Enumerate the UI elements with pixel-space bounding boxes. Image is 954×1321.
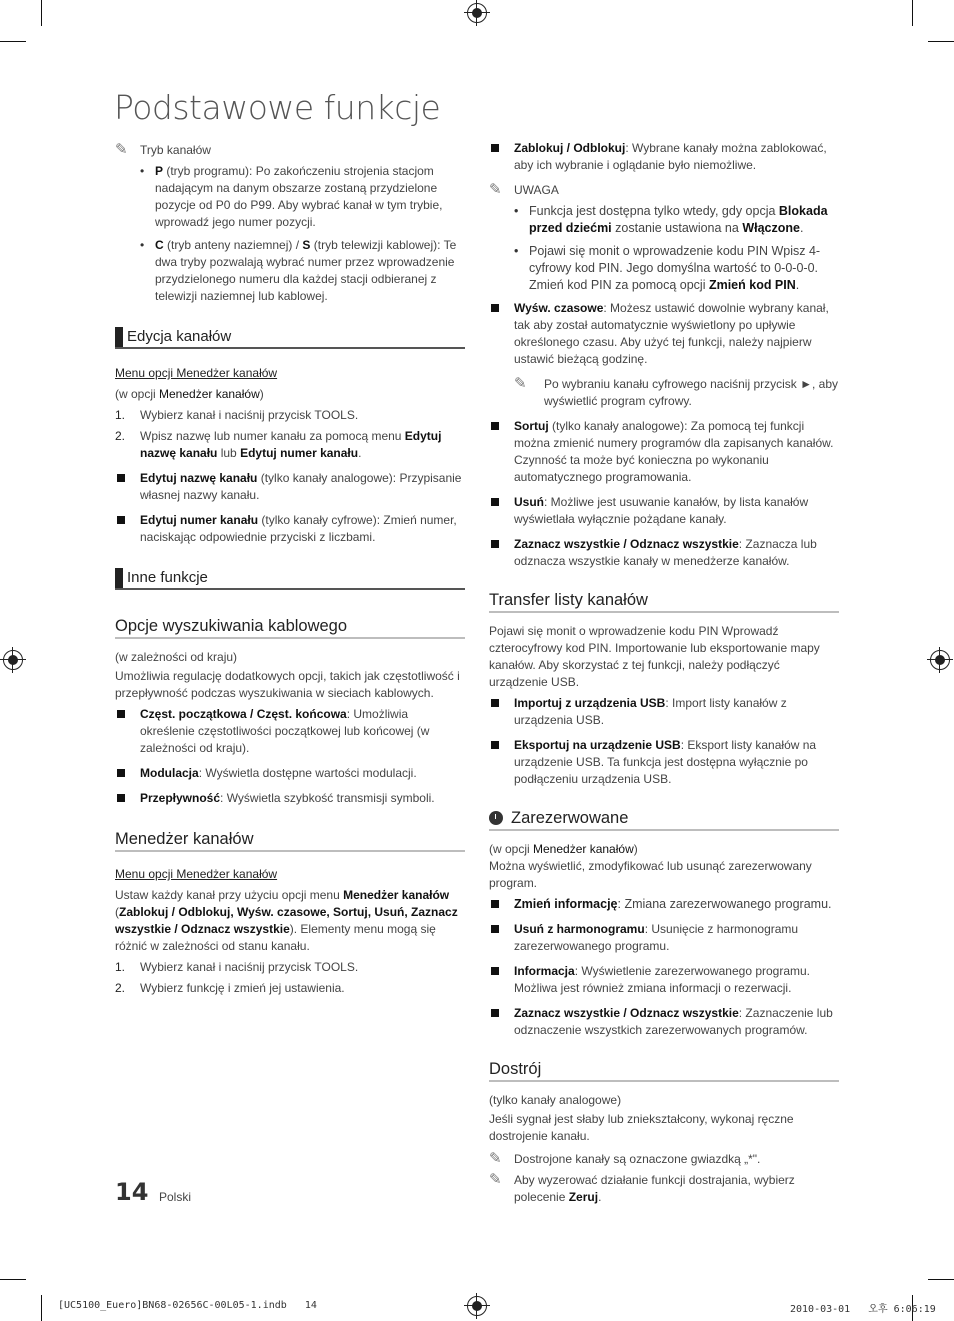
list-item: Importuj z urządzenia USB: Import listy kanałów z urządzenia USB. (489, 695, 839, 729)
section-heading-opcje: Opcje wyszukiwania kablowego (115, 618, 465, 639)
pencil-icon: ✎ (514, 375, 527, 392)
list-item: • Funkcja jest dostępna tylko wtedy, gdy opcja Blokada przed dziećmi zostanie ustawiona na Włączone. (489, 203, 839, 237)
crop-mark (41, 0, 42, 26)
list-item: Zablokuj / Odblokuj: Wybrane kanały można zablokować, aby ich wybranie i oglądanie było niemożliwe. (489, 140, 839, 174)
step-item: 1. Wybierz kanał i naciśnij przycisk TOOLS. (115, 408, 359, 422)
registration-mark-icon (3, 650, 23, 670)
list-item: Zaznacz wszystkie / Odznacz wszystkie: Zaznacza lub odznacza wszystkie kanały w menedżerze kanałów. (489, 536, 839, 570)
section-heading-zarezerwowane: Zarezerwowane (489, 810, 839, 831)
page-number: 14 (115, 1178, 149, 1206)
list-item: Usuń z harmonogramu: Usunięcie z harmonogramu zarezerwowanego programu. (489, 921, 839, 955)
intro-text: Umożliwia regulację dodatkowych opcji, takich jak częstotliwość i przepływność podczas wyszukiwania w sieciach kablowych. (115, 669, 460, 700)
context-text: (tylko kanały analogowe) (489, 1093, 622, 1107)
note-dostroj-1: ✎ Dostrojone kanały są oznaczone gwiazdką „*". (489, 1150, 761, 1167)
list-item: Wyśw. czasowe: Możesz ustawić dowolnie wybrany kanał, tak aby został automatycznie wyświetlony po upływie określonego czasu. Aby użyć tej funkcji, należy najpierw ustawić bieżącą godzinę. (489, 300, 839, 368)
intro-text: Ustaw każdy kanał przy użyciu opcji menu Menedżer kanałów (Zablokuj / Odblokuj, Wyśw. czasowe, Sortuj, Usuń, Zaznacz wszystkie / Odznacz wszystkie). Elementy menu mogą się różnić w zależności od stanu kanału. (115, 888, 458, 953)
left-column (115, 138, 465, 1001)
pencil-icon: ✎ (489, 1150, 502, 1167)
section-heading-transfer: Transfer listy kanałów (489, 592, 839, 613)
menu-path: Menu opcji Menedżer kanałów (115, 366, 278, 380)
intro-text: Jeśli sygnał jest słaby lub zniekształcony, wykonaj ręczne dostrojenie kanału. (489, 1112, 794, 1143)
list-item: • P (tryb programu): Po zakończeniu strojenia stacjom nadającym na danym obszarze zostaną przydzielone pozycje od P0 do P99. Aby wybrać kanał w tym trybie, wprowadź jego numer pozycji. (115, 163, 465, 231)
list-item: Edytuj numer kanału (tylko kanały cyfrowe): Zmień numer, naciskając odpowiednie przyciski z liczbami. (115, 512, 465, 546)
list-item: Informacja: Wyświetlenie zarezerwowanego programu. Możliwa jest również zmiana informacji o rezerwacji. (489, 963, 839, 997)
list-item: Zmień informację: Zmiana zarezerwowanego programu. (489, 896, 839, 913)
intro-text: Pojawi się monit o wprowadzenie kodu PIN Wprowadź czterocyfrowy kod PIN. Importowanie lub eksportowanie mapy kanałów. Aby skorzystać z tej funkcji, należy podłączyć urządzenie USB. (489, 624, 820, 689)
clock-icon (489, 811, 503, 825)
note-uwaga: ✎ UWAGA (489, 181, 559, 198)
intro-text: Można wyświetlić, zmodyfikować lub usunąć zarezerwowany program. (489, 859, 812, 890)
registration-mark-icon (467, 3, 487, 23)
menu-path: Menu opcji Menedżer kanałów (115, 867, 278, 881)
section-heading-inne: Inne funkcje (115, 568, 465, 590)
list-item: • Pojawi się monit o wprowadzenie kodu PIN Wpisz 4-cyfrowy kod PIN. Jego domyślna wartość to 0-0-0-0. Zmień kod PIN za pomocą opcji Zmień kod PIN. (489, 243, 839, 294)
pencil-icon: ✎ (489, 181, 502, 198)
crop-mark (0, 41, 26, 42)
crop-mark (41, 1295, 42, 1321)
step-item: 2. Wpisz nazwę lub numer kanału za pomocą menu Edytuj nazwę kanału lub Edytuj numer kanału. (115, 429, 442, 460)
note-wysw: ✎ Po wybraniu kanału cyfrowego naciśnij przycisk ►, aby wyświetlić program cyfrowy. (514, 375, 839, 408)
list-item: Modulacja: Wyświetla dostępne wartości modulacji. (115, 765, 465, 782)
pencil-icon: ✎ (115, 141, 128, 158)
right-column (489, 138, 839, 1210)
context-text: (w opcji Menedżer kanałów) (115, 387, 264, 401)
note-dostroj-2: ✎ Aby wyzerować działanie funkcji dostrajania, wybierz polecenie Zeruj. (489, 1171, 795, 1204)
section-heading-dostroj: Dostrój (489, 1061, 839, 1082)
section-heading-menedzer: Menedżer kanałów (115, 831, 465, 852)
list-item: Edytuj nazwę kanału (tylko kanały analogowe): Przypisanie własnej nazwy kanału. (115, 470, 465, 504)
page-title: Podstawowe funkcje (114, 88, 441, 127)
list-item: Częst. początkowa / Częst. końcowa: Umożliwia określenie częstotliwości początkowej lub końcowej (w zależności od kraju). (115, 706, 465, 757)
list-item: Usuń: Możliwe jest usuwanie kanałów, by lista kanałów wyświetlała wyłącznie pożądane kanały. (489, 494, 839, 528)
registration-mark-icon (467, 1296, 487, 1316)
step-item: 2. Wybierz funkcję i zmień jej ustawienia. (115, 981, 345, 995)
list-item: • C (tryb anteny naziemnej) / S (tryb telewizji kablowej): Te dwa tryby pozwalają wybrać numer przez wprowadzenie przydzielonego numeru dla każdej stacji odbieranej z telewizji naziemnej lub kablowej. (115, 237, 465, 305)
crop-mark (928, 41, 954, 42)
crop-mark (912, 0, 913, 26)
list-item: Przepływność: Wyświetla szybkość transmisji symboli. (115, 790, 465, 807)
pencil-icon: ✎ (489, 1171, 502, 1188)
list-item: Zaznacz wszystkie / Odznacz wszystkie: Zaznaczenie lub odznaczenie wszystkich zarezerwowanych programów. (489, 1005, 839, 1039)
step-item: 1. Wybierz kanał i naciśnij przycisk TOOLS. (115, 960, 359, 974)
list-item: Sortuj (tylko kanały analogowe): Za pomocą tej funkcji można zmienić numery programów dla zapisanych kanałów. Czynność ta może być konieczna po wykonaniu automatycznego programowania. (489, 418, 839, 486)
crop-mark (0, 1279, 26, 1280)
registration-mark-icon (930, 650, 950, 670)
crop-mark (928, 1279, 954, 1280)
list-item: Eksportuj na urządzenie USB: Eksport listy kanałów na urządzenie USB. Ta funkcja jest dostępna wyłącznie po podłączeniu urządzenia USB. (489, 737, 839, 788)
section-heading-edycja: Edycja kanałów (115, 327, 465, 349)
note-tryb: ✎ Tryb kanałów (115, 141, 211, 158)
footer-timestamp: 2010-03-01 오후 6:06:19 (790, 1304, 936, 1315)
page-language: Polski (159, 1190, 192, 1204)
context-text: (w opcji Menedżer kanałów) (489, 842, 638, 856)
context-text: (w zależności od kraju) (115, 650, 238, 664)
footer-file: [UC5100_Euero]BN68-02656C-00L05-1.indb 14 (58, 1300, 317, 1311)
